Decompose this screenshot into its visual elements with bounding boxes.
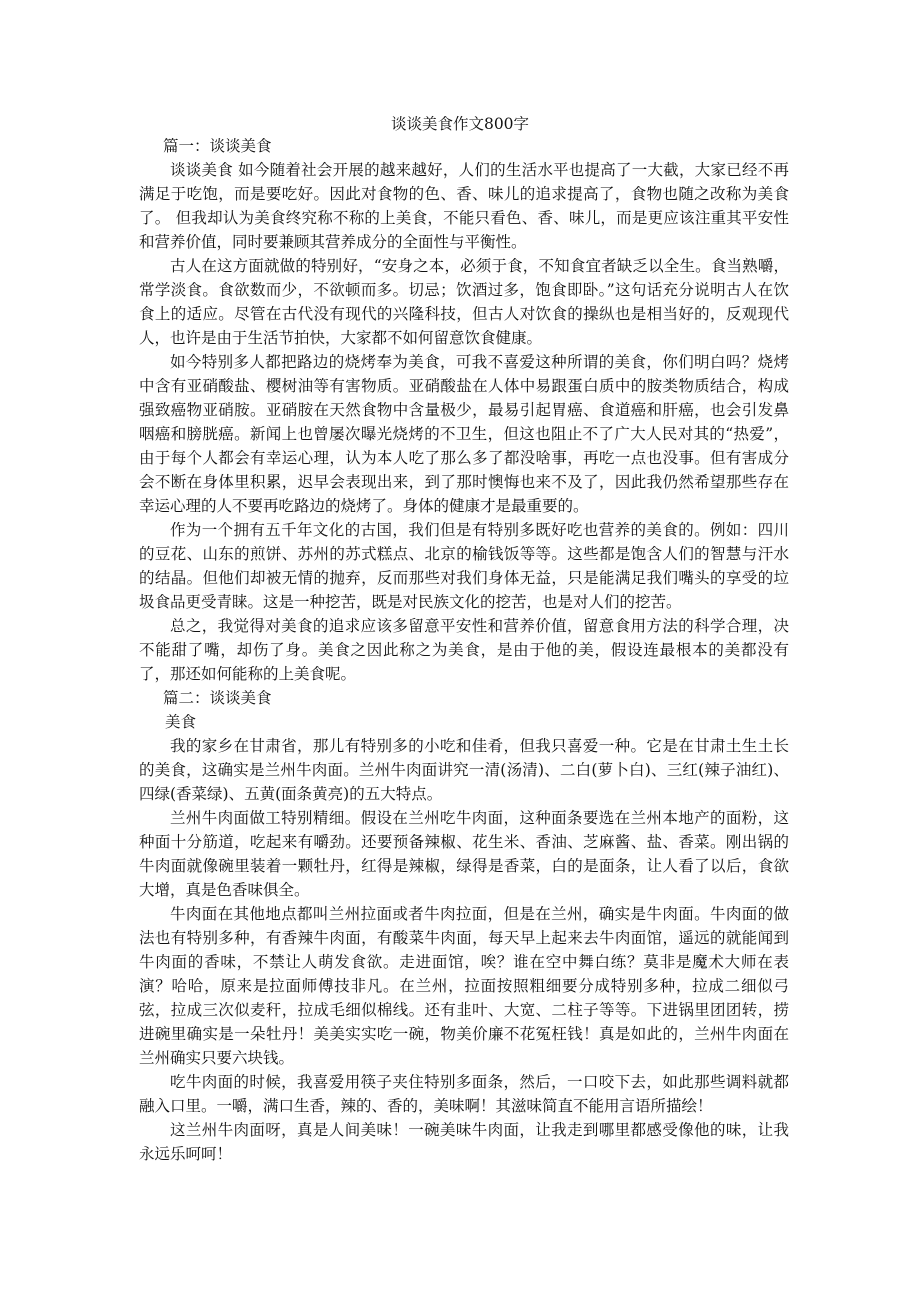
section-2-subtitle: 美食 [165, 713, 197, 731]
section-2-label: 篇二：谈谈美食 [163, 689, 272, 707]
paragraph: 我的家乡在甘肃省，那儿有特别多的小吃和佳肴，但我只喜爱一种。它是在甘肃土生土长的美食，这确实是兰州牛肉面。兰州牛肉面讲究一清(汤清)、二白(萝卜白)、三红(辣子油红)、四绿(香菜绿)、五黄(面条黄亮)的五大特点。 [139, 737, 789, 803]
paragraph: 作为一个拥有五千年文化的古国，我们但是有特别多既好吃也营养的美食的。例如：四川的豆花、山东的煎饼、苏州的苏式糕点、北京的榆钱饭等等。这些都是饱含人们的智慧与汗水的结晶。但他们却被无情的抛弃，反而那些对我们身体无益，只是能满足我们嘴头的享受的垃圾食品更受青睐。这是一种挖苦，既是对民族文化的挖苦，也是对人们的挖苦。 [139, 521, 789, 611]
document-body [139, 134, 789, 1166]
paragraph: 总之，我觉得对美食的追求应该多留意平安性和营养价值，留意食用方法的科学合理，决不能甜了嘴，却伤了身。美食之因此称之为美食，是由于他的美，假设连最根本的美都没有了，那还如何能称的上美食呢。 [139, 617, 789, 683]
paragraph: 吃牛肉面的时候，我喜爱用筷子夹住特别多面条，然后，一口咬下去，如此那些调料就都融入口里。一嚼，满口生香，辣的、香的，美味啊！其滋味简直不能用言语所描绘！ [139, 1073, 789, 1115]
document-title: 谈谈美食作文800字 [390, 115, 530, 133]
paragraph: 古人在这方面就做的特别好，“安身之本，必须于食，不知食宜者缺乏以全生。食当熟嚼，常学淡食。食欲数而少，不欲顿而多。切忌；饮酒过多，饱食即卧。”这句话充分说明古人在饮食上的适应。尽管在古代没有现代的兴隆科技，但古人对饮食的操纵也是相当好的，反观现代人，也许是由于生活节拍快，大家都不如何留意饮食健康。 [139, 257, 789, 347]
paragraph: 这兰州牛肉面呀，真是人间美味！一碗美味牛肉面，让我走到哪里都感受像他的味，让我永远乐呵呵！ [139, 1121, 789, 1163]
paragraph: 如今特别多人都把路边的烧烤奉为美食，可我不喜爱这种所谓的美食，你们明白吗？烧烤中含有亚硝酸盐、樱树油等有害物质。亚硝酸盐在人体中易跟蛋白质中的胺类物质结合，构成强致癌物亚硝胺。亚硝胺在天然食物中含量极少，最易引起胃癌、食道癌和肝癌，也会引发鼻咽癌和膀胱癌。新闻上也曾屡次曝光烧烤的不卫生，但这也阻止不了广大人民对其的“热爱”，由于每个人都会有幸运心理，认为本人吃了那么多了都没啥事，再吃一点也没事。但有害成分会不断在身体里积累，迟早会表现出来，到了那时懊悔也来不及了，因此我仍然希望那些存在幸运心理的人不要再吃路边的烧烤了。身体的健康才是最重要的。 [139, 353, 789, 515]
section-1-label: 篇一：谈谈美食 [163, 137, 272, 155]
paragraph: 牛肉面在其他地点都叫兰州拉面或者牛肉拉面，但是在兰州，确实是牛肉面。牛肉面的做法也有特别多种，有香辣牛肉面，有酸菜牛肉面，每天早上起来去牛肉面馆，遥远的就能闻到牛肉面的香味，不禁让人萌发食欲。走进面馆，唉？谁在空中舞白练？莫非是魔术大师在表演？哈哈，原来是拉面师傅技非凡。在兰州，拉面按照粗细要分成特别多种，拉成二细似弓弦，拉成三次似麦秆，拉成毛细似棉线。还有韭叶、大宽、二柱子等等。下进锅里团团转，捞进碗里确实是一朵牡丹！美美实实吃一碗，物美价廉不花冤枉钱！真是如此的，兰州牛肉面在兰州确实只要六块钱。 [139, 905, 789, 1067]
paragraph: 谈谈美食 如今随着社会开展的越来越好，人们的生活水平也提高了一大截，大家已经不再满足于吃饱，而是要吃好。因此对食物的色、香、味儿的追求提高了，食物也随之改称为美食了。 但我却认为美食终究称不称的上美食，不能只看色、香、味儿，而是更应该注重其平安性和营养价值，同时要兼顾其营养成分的全面性与平衡性。 [139, 161, 789, 251]
paragraph: 兰州牛肉面做工特别精细。假设在兰州吃牛肉面，这种面条要选在兰州本地产的面粉，这种面十分筋道，吃起来有嚼劲。还要预备辣椒、花生米、香油、芝麻酱、盐、香菜。刚出锅的牛肉面就像碗里装着一颗牡丹，红得是辣椒，绿得是香菜，白的是面条，让人看了以后，食欲大增，真是色香味俱全。 [139, 809, 789, 899]
